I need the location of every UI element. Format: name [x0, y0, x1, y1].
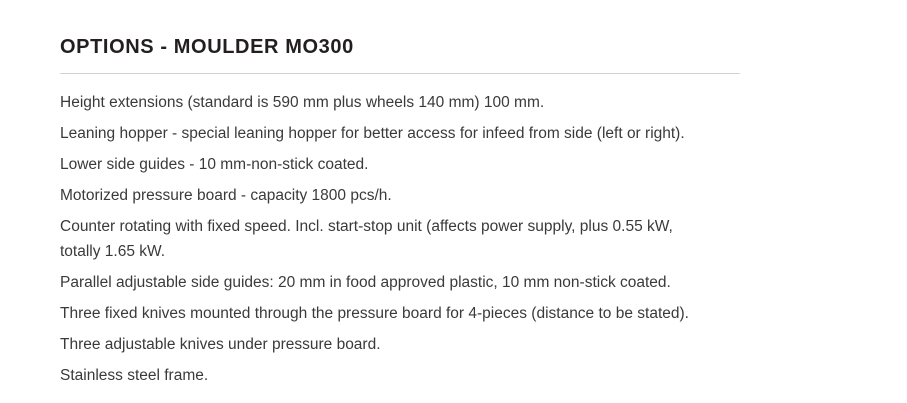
list-item: Motorized pressure board - capacity 1800 pcs/h. — [60, 187, 392, 204]
list-item: Leaning hopper - special leaning hopper for better access for infeed from side (left or right). — [60, 125, 685, 142]
list-item: Lower side guides - 10 mm-non-stick coated. — [60, 156, 369, 173]
options-list — [60, 90, 700, 388]
list-item: Parallel adjustable side guides: 20 mm in food approved plastic, 10 mm non-stick coated. — [60, 274, 671, 291]
list-item: Stainless steel frame. — [60, 367, 209, 384]
page-title: OPTIONS - MOULDER MO300 — [60, 36, 354, 58]
list-item: Three fixed knives mounted through the pressure board for 4-pieces (distance to be stated). — [60, 305, 689, 322]
list-item: Three adjustable knives under pressure board. — [60, 336, 381, 353]
list-item: Height extensions (standard is 590 mm plus wheels 140 mm) 100 mm. — [60, 94, 545, 111]
list-item: Counter rotating with fixed speed. Incl. start-stop unit (affects power supply, plus 0.55 kW, totally 1.65 kW. — [60, 218, 673, 260]
title-divider — [60, 73, 740, 74]
